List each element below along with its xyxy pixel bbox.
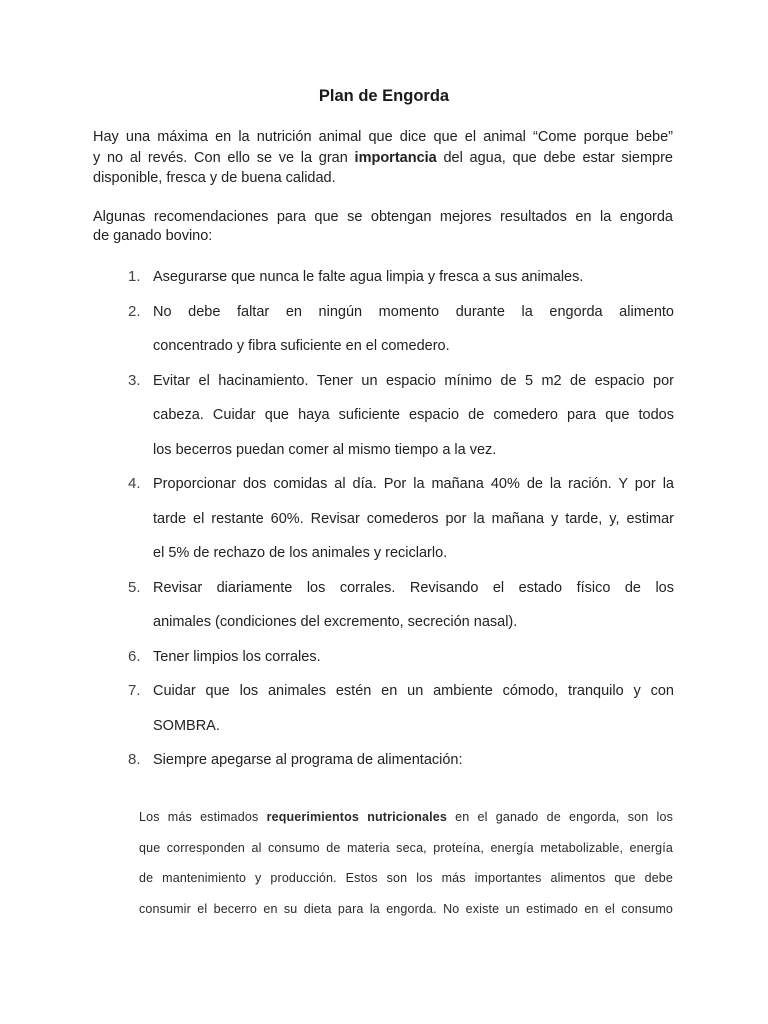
list-text [153,467,674,571]
list-text [153,364,674,468]
intro-line-2-tail: del agua, que debe estar siempre [436,149,673,166]
list-item [118,571,674,640]
intro-line-1: Hay una máxima en la nutrición animal que dice que el animal “Come porque bebe” [93,129,673,145]
list-item [118,467,674,571]
list-item [118,640,674,675]
requirements-bold: requerimientos nutricionales [266,810,447,824]
list-line: Asegurarse que nunca le falte agua limpia y fresca a sus animales. [153,269,584,285]
list-text [153,571,674,640]
requirements-post: en el ganado de engorda, son los [446,810,673,824]
recommendations-line-1: Algunas recomendaciones para que se obtengan mejores resultados en la engorda [93,209,673,225]
recommendations-list [118,260,674,778]
list-text [153,674,674,743]
requirements-pre: Los más estimados [139,810,267,824]
list-item [118,260,674,295]
requirements-line-2: que corresponden al consumo de materia seca, proteína, energía metabolizable, energía [139,840,673,855]
list-line: los becerros puedan comer al mismo tiempo a la vez. [153,441,497,458]
list-line: Revisar diariamente los corrales. Revisando el estado físico de los [153,579,674,596]
requirements-line-1 [139,802,673,833]
intro-line-3: disponible, fresca y de buena calidad. [93,170,336,186]
list-number: 2. [128,302,141,320]
intro-bold-word: importancia [354,149,437,166]
intro-line-2 [93,148,673,169]
list-number: 3. [128,371,141,389]
list-text [153,260,674,295]
intro-line-2-text: y no al revés. Con ello se ve la gran [93,149,355,166]
requirements-line-3: de mantenimiento y producción. Estos son los más importantes alimentos que debe [139,871,673,885]
list-line: Evitar el hacinamiento. Tener un espacio mínimo de 5 m2 de espacio por [153,372,674,389]
list-text [153,743,674,778]
list-item [118,295,674,364]
list-number: 5. [128,578,141,596]
list-line: concentrado y fibra suficiente en el comedero. [153,338,450,354]
list-line: Tener limpios los corrales. [153,648,321,665]
list-number: 8. [128,751,141,768]
list-line: cabeza. Cuidar que haya suficiente espacio de comedero para que todos [153,407,674,423]
list-number: 7. [128,682,141,699]
document-title: Plan de Engorda [318,87,450,105]
list-item [118,674,674,743]
list-item [118,743,674,778]
recommendations-intro [93,208,673,245]
list-line: Cuidar que los animales estén en un ambiente cómodo, tranquilo y con [153,683,674,699]
list-line: tarde el restante 60%. Revisar comederos por la mañana y tarde, y, estimar [153,510,674,527]
intro-paragraph [93,127,673,189]
list-line: Proporcionar dos comidas al día. Por la mañana 40% de la ración. Y por la [153,476,674,492]
recommendations-line-2: de ganado bovino: [93,227,213,244]
requirements-paragraph [139,802,673,924]
list-text [153,295,674,364]
list-line: el 5% de rechazo de los animales y reciclarlo. [153,545,448,561]
list-number: 6. [128,647,141,665]
list-number: 4. [128,475,141,492]
list-number: 1. [128,268,141,285]
list-line: SOMBRA. [153,717,220,734]
list-line: No debe faltar en ningún momento durante la engorda alimento [153,303,674,320]
list-line: animales (condiciones del excremento, secreción nasal). [153,614,518,630]
requirements-line-4: consumir el becerro en su dieta para la engorda. No existe un estimado en el consumo [139,901,673,916]
list-item [118,364,674,468]
list-text [153,640,674,675]
list-line: Siempre apegarse al programa de alimentación: [153,752,463,768]
